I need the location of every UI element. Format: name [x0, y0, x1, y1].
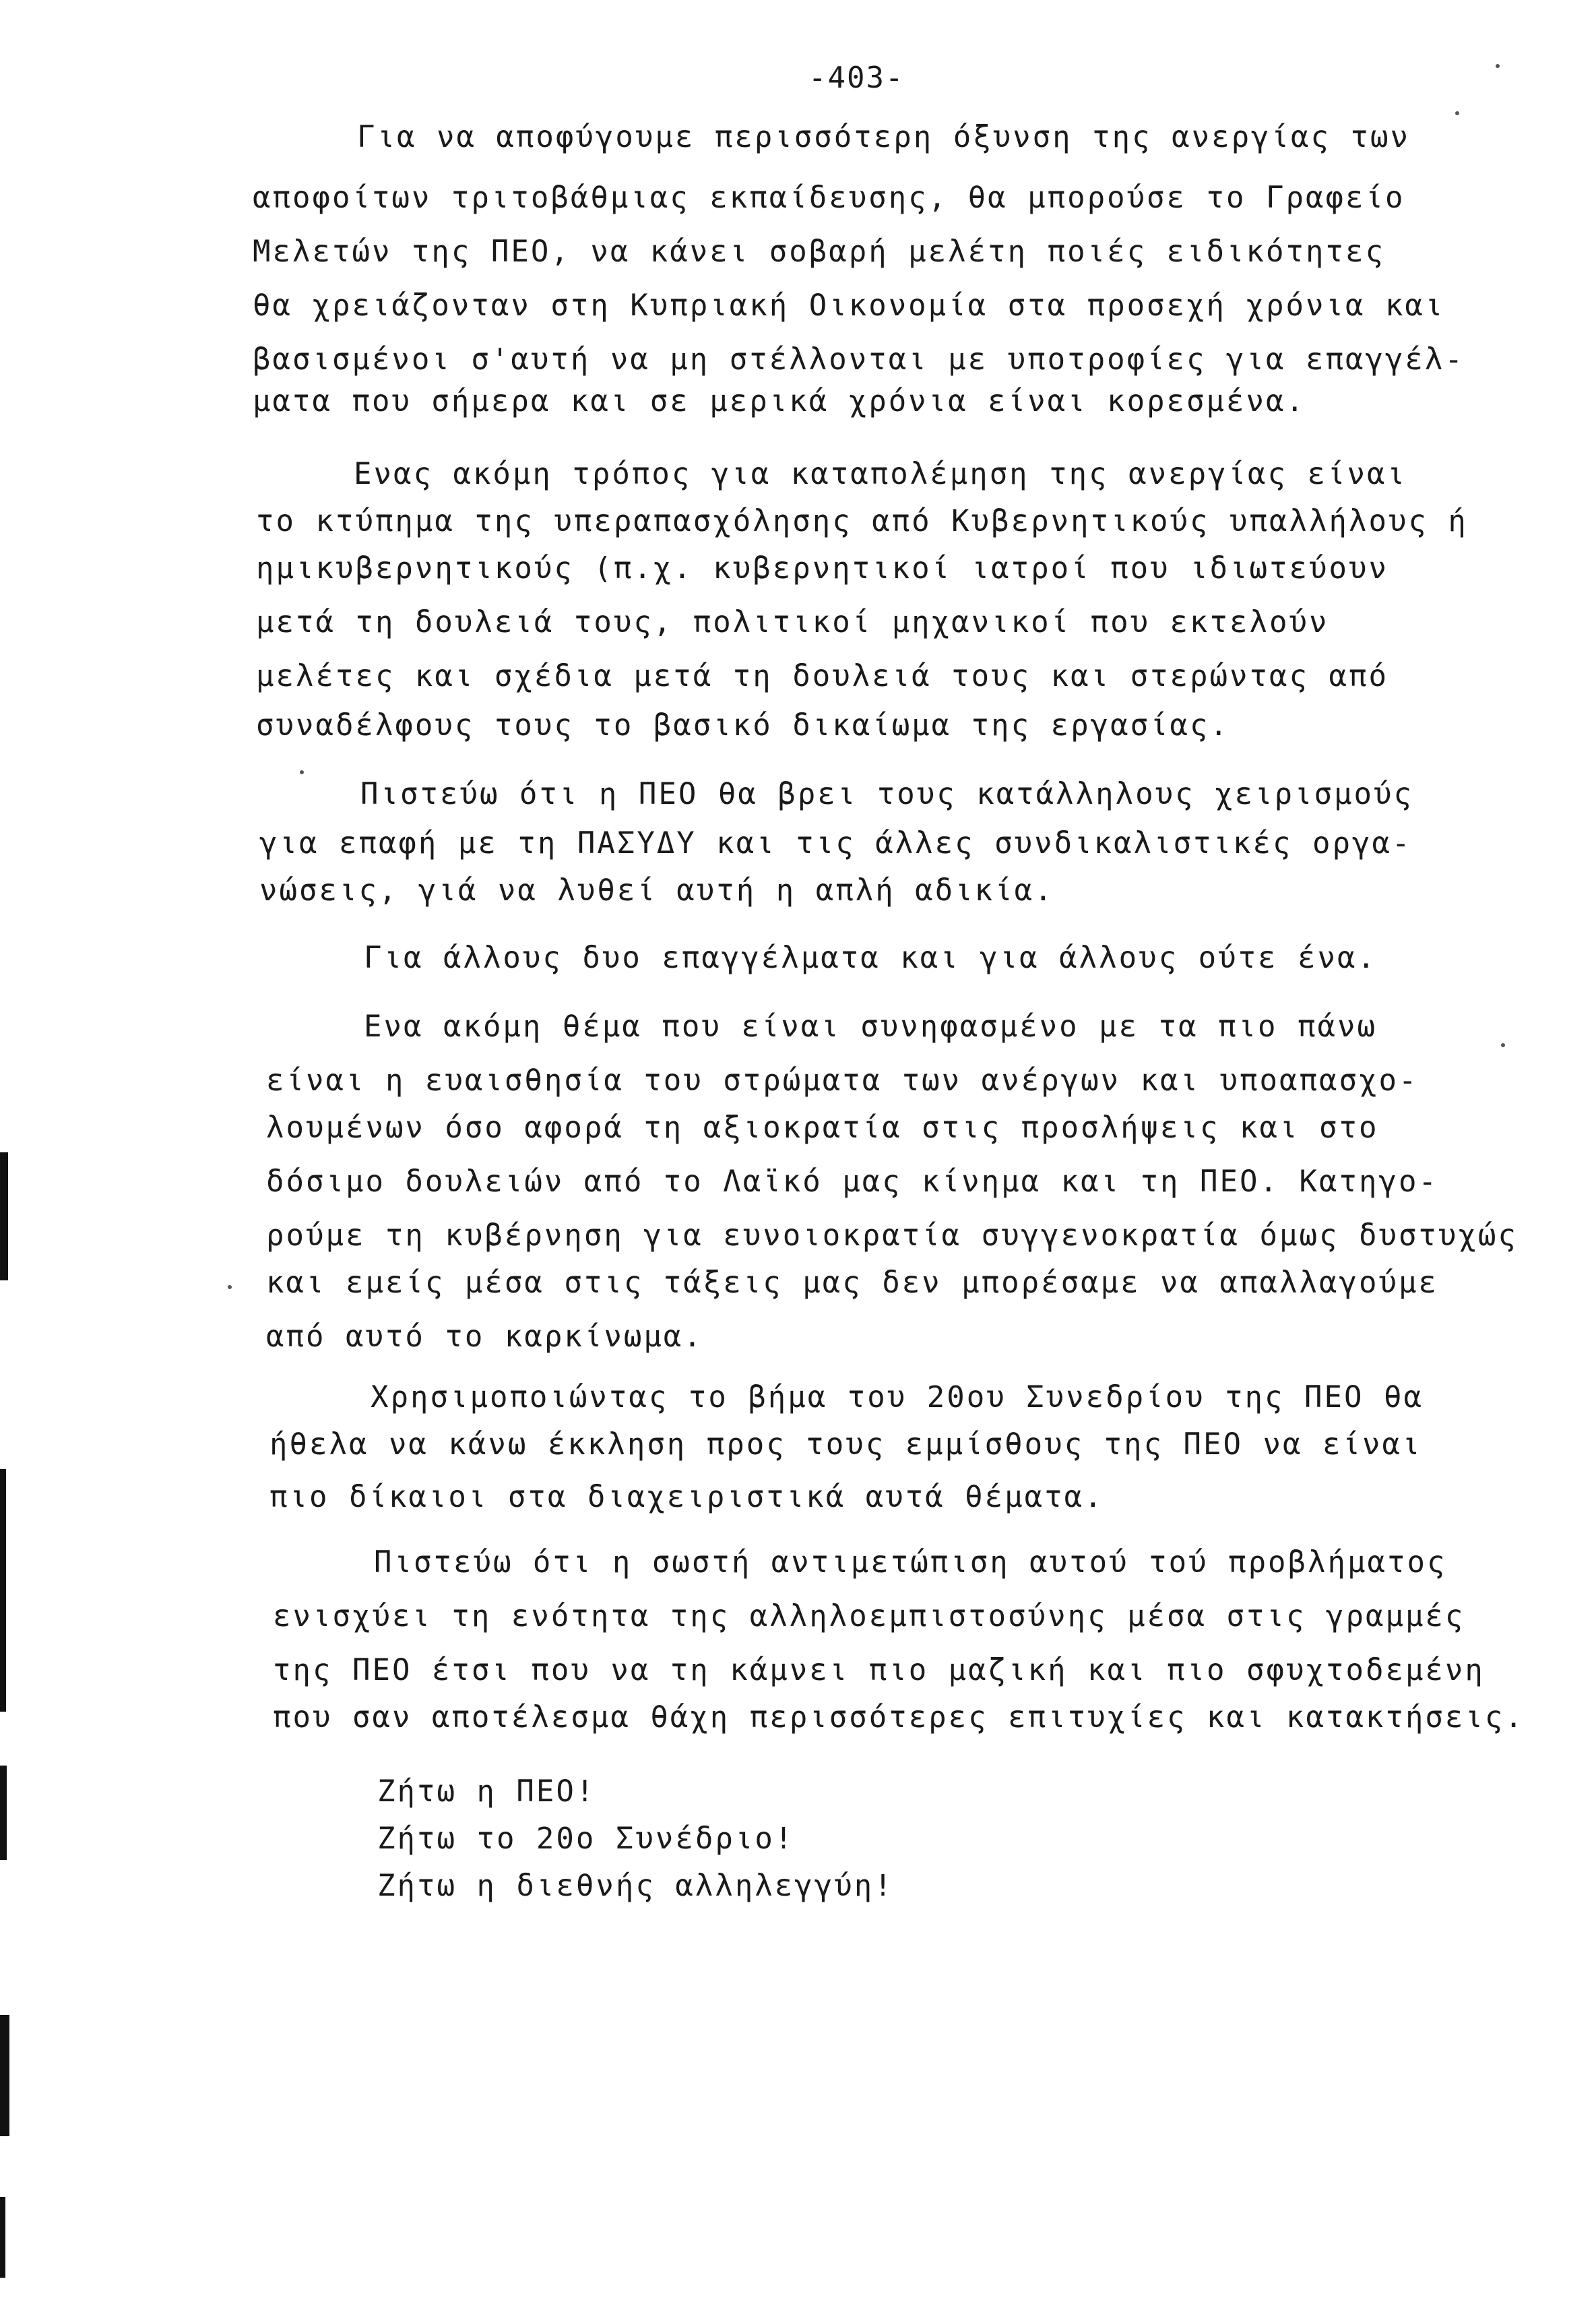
text-line: Για άλλους δυο επαγγέλματα και για άλλους ούτε ένα. [364, 941, 1378, 975]
text-line: Πιστεύω ότι η σωστή αντιμετώπιση αυτού τού προβλήματος [374, 1545, 1447, 1580]
page-number: -403- [808, 61, 905, 95]
scan-edge-mark [0, 2015, 9, 2136]
text-line: μετά τη δουλειά τους, πολιτικοί μηχανικοί που εκτελούν [256, 605, 1329, 640]
text-line: ενισχύει τη ενότητα της αλληλοεμπιστοσύνης μέσα στις γραμμές [273, 1599, 1465, 1633]
text-line: και εμείς μέσα στις τάξεις μας δεν μπορέσαμε να απαλλαγούμε [266, 1266, 1438, 1300]
scan-speck [300, 770, 304, 774]
closing-slogan: Ζήτω η διεθνής αλληλεγγύη! [377, 1869, 894, 1903]
text-line: Ενας ακόμη τρόπος για καταπολέμηση της ανεργίας είναι [354, 457, 1407, 491]
scan-edge-mark [0, 1152, 8, 1280]
text-line: ήθελα να κάνω έκκληση προς τους εμμίσθους της ΠΕΟ να είναι [269, 1427, 1422, 1462]
scan-speck [1501, 1043, 1505, 1047]
scan-speck [1496, 64, 1500, 68]
scan-edge-mark [0, 1469, 6, 1712]
text-line: ματα που σήμερα και σε μερικά χρόνια είναι κορεσμένα. [253, 384, 1306, 418]
scan-speck [228, 1285, 232, 1289]
text-line: ημικυβερνητικούς (π.χ. κυβερνητικοί ιατροί που ιδιωτεύουν [256, 551, 1388, 586]
text-line: λουμένων όσο αφορά τη αξιοκρατία στις προσλήψεις και στο [266, 1111, 1379, 1145]
text-line: αποφοίτων τριτοβάθμιας εκπαίδευσης, θα μπορούσε το Γραφείο [253, 181, 1405, 215]
text-line: πιο δίκαιοι στα διαχειριστικά αυτά θέματα. [269, 1480, 1104, 1514]
text-line: νώσεις, γιά να λυθεί αυτή η απλή αδικία. [259, 873, 1054, 908]
text-line: Για να αποφύγουμε περισσότερη όξυνση της ανεργίας των [357, 120, 1410, 154]
text-line: Ενα ακόμη θέμα που είναι συνηφασμένο με τα πιο πάνω [364, 1009, 1378, 1044]
closing-slogan: Ζήτω το 20ο Συνέδριο! [377, 1822, 795, 1856]
text-line: που σαν αποτέλεσμα θάχη περισσότερες επιτυχίες και κατακτήσεις. [273, 1700, 1525, 1735]
text-line: το κτύπημα της υπεραπασχόλησης από Κυβερνητικούς υπαλλήλους ή [256, 504, 1468, 538]
text-line: ρούμε τη κυβέρνηση για ευνοιοκρατία συγγενοκρατία όμως δυστυχώς [266, 1218, 1518, 1253]
scan-edge-mark [0, 1766, 7, 1860]
text-line: για επαφή με τη ΠΑΣΥΔΥ και τις άλλες συνδικαλιστικές οργα- [259, 826, 1412, 861]
text-line: από αυτό το καρκίνωμα. [266, 1319, 703, 1354]
text-line: Χρησιμοποιώντας το βήμα του 20ου Συνεδρίου της ΠΕΟ θα [371, 1380, 1424, 1414]
text-line: της ΠΕΟ έτσι που να τη κάμνει πιο μαζική και πιο σφυχτοδεμένη [273, 1653, 1485, 1687]
closing-slogan: Ζήτω η ΠΕΟ! [377, 1774, 596, 1809]
text-line: μελέτες και σχέδια μετά τη δουλειά τους και στερώντας από [256, 659, 1388, 693]
text-line: Πιστεύω ότι η ΠΕΟ θα βρει τους κατάλληλους χειρισμούς [360, 777, 1413, 811]
text-line: θα χρειάζονταν στη Κυπριακή Οικονομία στα προσεχή χρόνια και [253, 288, 1445, 323]
scan-speck [1455, 111, 1459, 115]
text-line: Μελετών της ΠΕΟ, να κάνει σοβαρή μελέτη ποιές ειδικότητες [253, 235, 1385, 269]
text-line: βασισμένοι σ'αυτή να μη στέλλονται με υποτροφίες για επαγγέλ- [253, 342, 1465, 377]
scan-edge-mark [0, 2197, 5, 2278]
text-line: είναι η ευαισθησία του στρώματα των ανέργων και υποαπασχο- [266, 1063, 1419, 1098]
text-line: συναδέλφους τους το βασικό δικαίωμα της εργασίας. [256, 708, 1230, 743]
text-line: δόσιμο δουλειών από το Λαϊκό μας κίνημα και τη ΠΕΟ. Κατηγο- [266, 1164, 1438, 1199]
